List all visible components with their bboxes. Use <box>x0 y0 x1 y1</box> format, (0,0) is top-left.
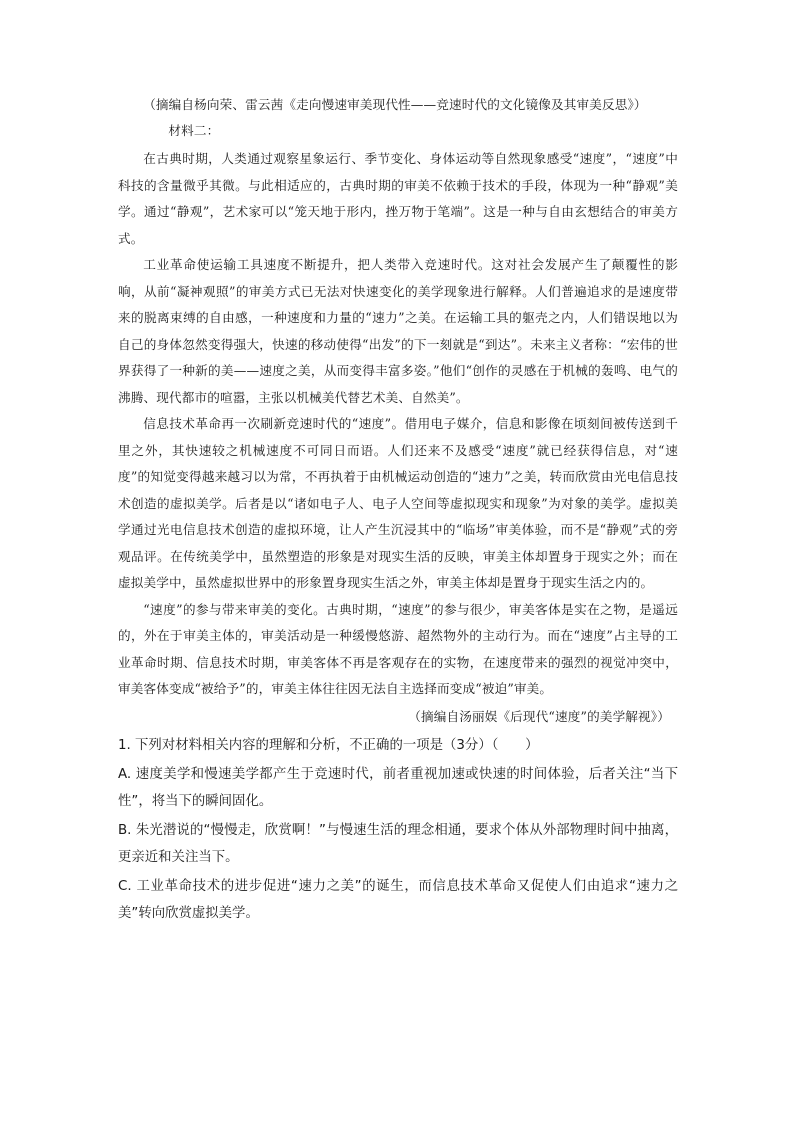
paragraph-1: 在古典时期，人类通过观察星象运行、季节变化、身体运动等自然现象感受“速度”，“速度”中科技的含量微乎其微。与此相适应的，古典时期的审美不依赖于技术的手段，体现为一种“静观”美学。通过“静观”，艺术家可以“笼天地于形内，挫万物于笔端”。这是一种与自由玄想结合的审美方式。 <box>118 151 678 246</box>
paragraph-3: 信息技术革命再一次刷新竞速时代的“速度”。借用电子媒介，信息和影像在顷刻间被传送到千里之外，其快速较之机械速度不可同日而语。人们还来不及感受“速度”就已经获得信息，对“速度”的知觉变得越来越习以为常，不再执着于由机械运动创造的“速力”之美，转而欣赏由光电信息技术创造的虚拟美学。后者是以“诸如电子人、电子人空间等虚拟现实和现象”为对象的美学。虚拟美学通过光电信息技术创造的虚拟环境，让人产生沉浸其中的“临场”审美体验，而不是“静观”式的旁观品评。在传统美学中，虽然塑造的形象是对现实生活的反映，审美主体却置身于现实之外；而在虚拟美学中，虽然虚拟世界中的形象置身现实生活之外，审美主体却是置身于现实生活之内的。 <box>118 416 678 590</box>
question-1 <box>118 733 678 928</box>
option-c: C. 工业革命技术的进步促进“速力之美”的诞生，而信息技术革命又促使人们由追求“速力之美”转向欣赏虚拟美学。 <box>118 879 678 921</box>
document-page <box>118 94 678 930</box>
source-citation-bottom: （摘编自汤丽娱《后现代“速度”的美学解视》） <box>408 708 670 724</box>
paragraph-2: 工业革命使运输工具速度不断提升，把人类带入竞速时代。这对社会发展产生了颠覆性的影响，从前“凝神观照”的审美方式已无法对快速变化的美学现象进行解释。人们普遍追求的是速度带来的脱离束缚的自由感，一种速度和力量的“速力”之美。在运输工具的躯壳之内，人们错误地以为自己的身体忽然变得强大，快速的移动使得“出发”的下一刻就是“到达”。未来主义者称：“宏伟的世界获得了一种新的美——速度之美，从而变得丰富多姿。”他们“创作的灵感在于机械的轰鸣、电气的沸腾、现代都市的喧嚣，主张以机械美代替艺术美、自然美”。 <box>118 257 678 405</box>
option-b: B. 朱光潜说的“慢慢走，欣赏啊！”与慢速生活的理念相通，要求个体从外部物理时间中抽离，更亲近和关注当下。 <box>118 823 678 865</box>
reading-material <box>118 94 678 731</box>
option-a: A. 速度美学和慢速美学都产生于竞速时代，前者重视加速或快速的时间体验，后者关注“当下性”，将当下的瞬间固化。 <box>118 767 678 809</box>
question-stem: 1. 下列对材料相关内容的理解和分析，不正确的一项是（3分）（ ） <box>118 737 539 753</box>
paragraph-4: “速度”的参与带来审美的变化。古典时期，“速度”的参与很少，审美客体是实在之物，是遥远的，外在于审美主体的，审美活动是一种缓慢悠游、超然物外的主动行为。而在“速度”占主导的工业革命时期、信息技术时期，审美客体不再是客观存在的实物，在速度带来的强烈的视觉冲突中，审美客体变成“被给予”的，审美主体往往因无法自主选择而变成“被迫”审美。 <box>118 601 678 696</box>
material-label: 材料二： <box>168 123 220 138</box>
source-citation-top: （摘编自杨向荣、雷云茜《走向慢速审美现代性——竞速时代的文化镜像及其审美反思》） <box>143 97 647 112</box>
